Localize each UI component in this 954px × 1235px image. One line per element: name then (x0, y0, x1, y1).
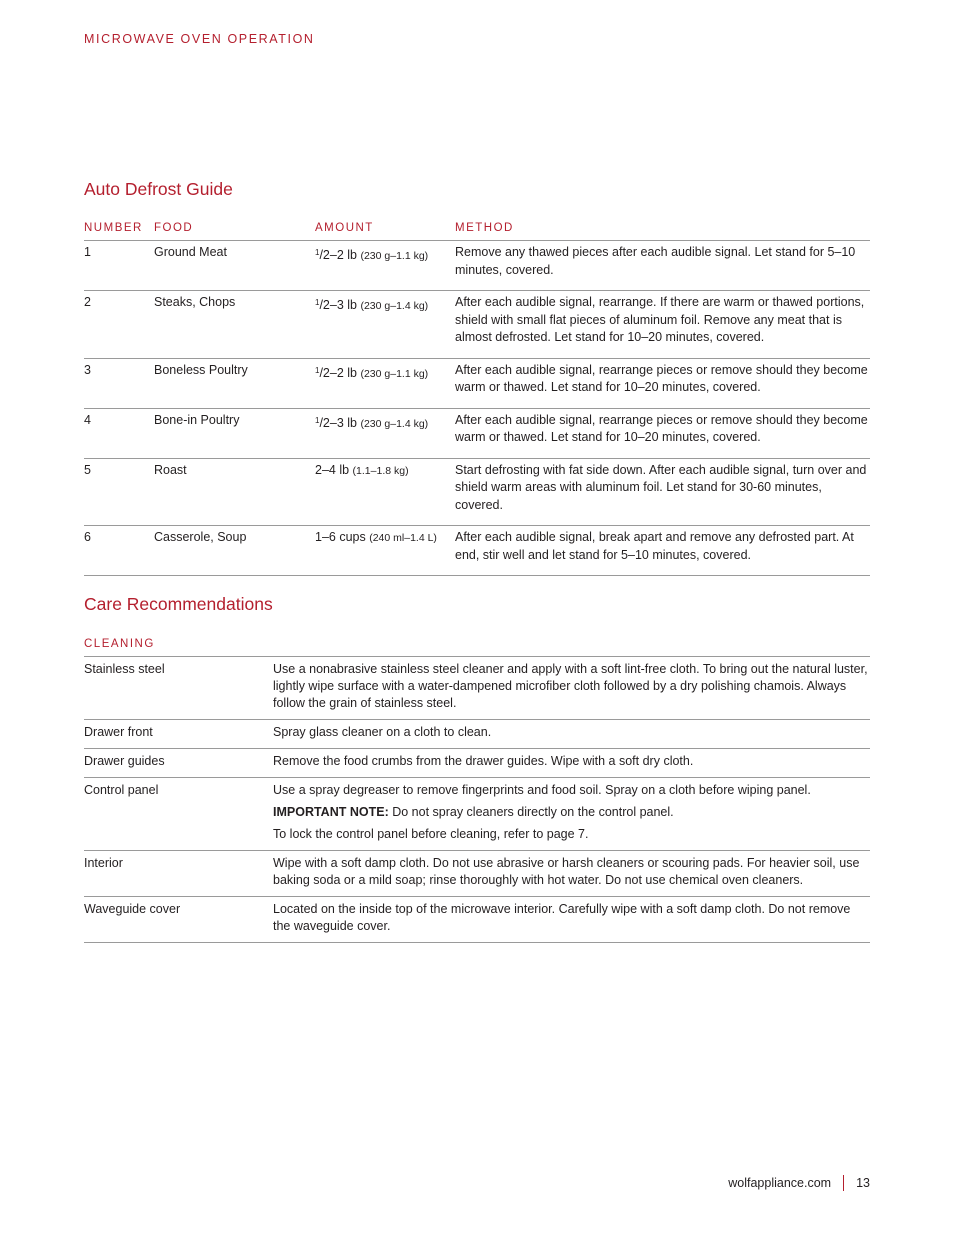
amount-fraction-numerator: 1 (315, 365, 320, 375)
care-row (84, 720, 870, 749)
method-text: Remove any thawed pieces after each audible signal. Let stand for 5–10 minutes, covered. (455, 245, 856, 277)
defrost-row (84, 291, 870, 359)
amount-value: 1–6 cups (315, 530, 366, 544)
important-note (273, 804, 870, 821)
important-note-text: Do not spray cleaners directly on the control panel. (392, 805, 674, 819)
amount-cell (315, 244, 455, 279)
defrost-rows (84, 241, 870, 576)
amount-value: 2–4 lb (315, 462, 350, 477)
amount-metric: (1.1–1.8 kg) (352, 464, 409, 477)
amount-cell (315, 362, 455, 397)
page-section-header: MICROWAVE OVEN OPERATION (84, 32, 315, 46)
col-amount-header: AMOUNT (315, 222, 374, 234)
amount-cell (315, 529, 455, 564)
amount-fraction-numerator: 1 (315, 248, 320, 257)
care-item-name: Waveguide cover (84, 902, 181, 916)
care-item-name: Drawer guides (84, 754, 165, 768)
care-row (84, 897, 870, 943)
amount-metric: (240 ml–1.4 L) (369, 532, 437, 544)
food-name: Steaks, Chops (154, 295, 236, 309)
defrost-row (84, 359, 870, 409)
method-text: After each audible signal, rearrange. If there are warm or thawed portions, shield with small flat pieces of aluminum foil. Remove any meat that is almost defrosted. Let stand for 10–20 minutes, covered. (455, 295, 865, 344)
food-name: Ground Meat (154, 245, 227, 259)
amount-value: /2–3 lb (319, 298, 357, 312)
defrost-row (84, 409, 870, 459)
method-text: After each audible signal, rearrange pieces or remove should they become warm or thawed. Let stand for 10–20 minutes, covered. (455, 412, 868, 444)
care-description-cell (273, 724, 870, 741)
care-recommendations-title: Care Recommendations (84, 594, 273, 614)
care-description-cell (273, 753, 870, 770)
care-description-cell (273, 855, 870, 889)
amount-fraction-numerator: 1 (315, 298, 320, 307)
important-note-label: IMPORTANT NOTE: (273, 805, 389, 819)
page-footer (728, 1175, 870, 1191)
amount-metric: (230 g–1.1 kg) (360, 367, 429, 380)
amount-value: /2–2 lb (319, 365, 357, 380)
care-description-cell (273, 901, 870, 935)
row-number: 5 (84, 462, 91, 477)
website-link[interactable]: wolfappliance.com (728, 1176, 832, 1190)
method-text: Start defrosting with fat side down. After each audible signal, turn over and shield warm areas with aluminum foil. Let stand for 30-60 minutes, covered. (455, 462, 867, 512)
row-number: 2 (84, 295, 91, 309)
row-number: 4 (84, 412, 91, 427)
care-item-name: Stainless steel (84, 662, 165, 676)
food-name: Casserole, Soup (154, 530, 247, 544)
care-row (84, 851, 870, 897)
col-method-header: METHOD (455, 222, 514, 234)
amount-cell (315, 412, 455, 447)
amount-cell (315, 462, 455, 515)
care-row (84, 749, 870, 778)
defrost-table-header (84, 222, 870, 241)
care-description: Use a spray degreaser to remove fingerprints and food soil. Spray on a cloth before wiping panel. (273, 783, 811, 797)
row-number: 3 (84, 362, 91, 377)
auto-defrost-title: Auto Defrost Guide (84, 179, 233, 199)
care-description: Remove the food crumbs from the drawer guides. Wipe with a soft dry cloth. (273, 754, 694, 768)
page-number: 13 (856, 1176, 870, 1190)
defrost-row (84, 526, 870, 576)
amount-value: /2–2 lb (319, 248, 357, 262)
amount-cell (315, 294, 455, 347)
row-number: 1 (84, 245, 91, 259)
care-description: Wipe with a soft damp cloth. Do not use abrasive or harsh cleaners or scouring pads. For heavier soil, use baking soda or a mild soap; rinse thoroughly with hot water. Do not use chemical oven cleaners. (273, 856, 860, 887)
care-item-name: Drawer front (84, 725, 153, 739)
auto-defrost-table (84, 222, 870, 576)
care-description: Located on the inside top of the microwave interior. Carefully wipe with a soft damp cloth. Do not remove the waveguide cover. (273, 902, 851, 933)
care-description-cell (273, 782, 870, 843)
care-table (84, 656, 870, 943)
care-item-name: Interior (84, 856, 123, 870)
care-item-name: Control panel (84, 783, 159, 797)
care-description-cell (273, 661, 870, 712)
food-name: Roast (154, 462, 187, 477)
defrost-row (84, 241, 870, 291)
col-number-header: NUMBER (84, 222, 143, 234)
amount-fraction-numerator: 1 (315, 415, 320, 425)
cleaning-subheading: CLEANING (84, 638, 155, 650)
care-extra-text: To lock the control panel before cleaning, refer to page 7. (273, 827, 589, 841)
care-row (84, 657, 870, 720)
defrost-row (84, 459, 870, 527)
footer-divider (843, 1175, 844, 1191)
food-name: Boneless Poultry (154, 362, 248, 377)
amount-metric: (230 g–1.1 kg) (360, 250, 429, 262)
method-text: After each audible signal, break apart and remove any defrosted part. At end, stir well and let stand for 5–10 minutes, covered. (455, 530, 854, 562)
col-food-header: FOOD (154, 222, 194, 234)
food-name: Bone-in Poultry (154, 412, 240, 427)
care-description: Use a nonabrasive stainless steel cleaner and apply with a soft lint-free cloth. To bring out the natural luster, lightly wipe surface with a water-dampened microfiber cloth followed by a dry polishing chamois. Always follow the grain of stainless steel. (273, 662, 868, 710)
amount-value: /2–3 lb (319, 415, 357, 430)
amount-metric: (230 g–1.4 kg) (360, 300, 429, 312)
row-number: 6 (84, 530, 91, 544)
method-text: After each audible signal, rearrange pieces or remove should they become warm or thawed. Let stand for 10–20 minutes, covered. (455, 362, 868, 394)
care-row (84, 778, 870, 851)
amount-metric: (230 g–1.4 kg) (360, 417, 429, 430)
care-description: Spray glass cleaner on a cloth to clean. (273, 725, 492, 739)
